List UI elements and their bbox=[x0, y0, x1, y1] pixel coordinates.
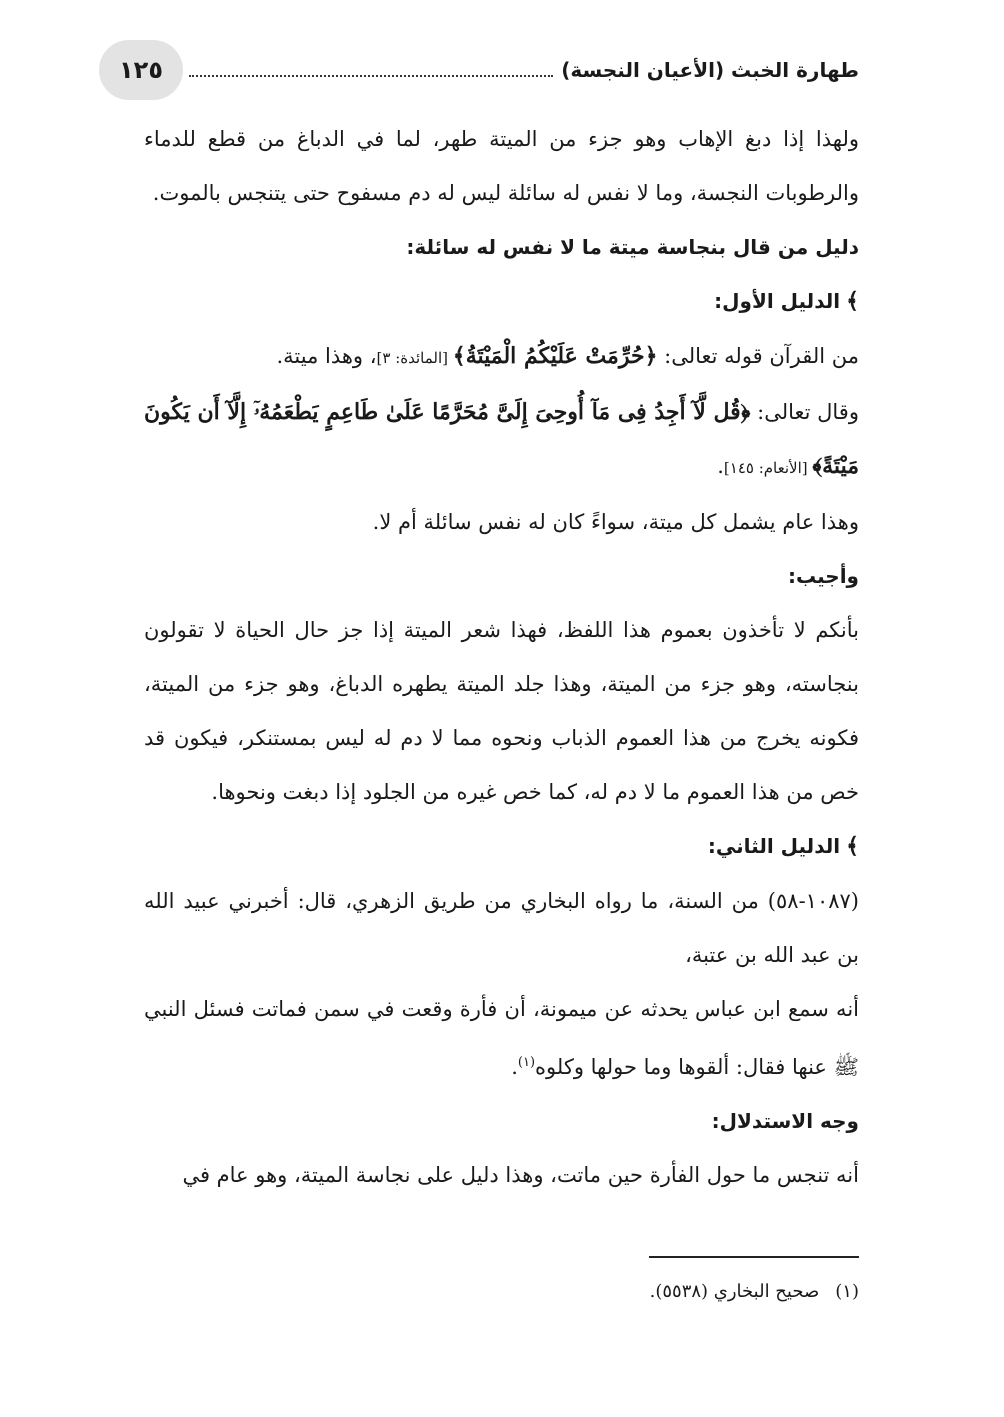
paragraph-response: بأنكم لا تأخذون بعموم هذا اللفظ، فهذا شعر الميتة إذا جز حال الحياة لا تقولون بنجاسته، وهو جزء من الميتة، وهذا جلد الميتة يطهره الدباغ، وهو جزء من الميتة، فكونه يخرج من هذا العموم الذباب ونحوه مما لا دم له ليس بمستنكر، فيكون قد خص من هذا العموم ما لا دم له، كما خص غيره من الجلود إذا دبغت ونحوها. bbox=[144, 618, 859, 804]
page-number: ١٢٥ bbox=[99, 40, 183, 100]
quran-verse: ﴿قُل لَّآ أَجِدُ فِى مَآ أُوحِىَ إِلَىَّ مُحَرَّمًا عَلَىٰ طَاعِمٍ يَطْعَمُهُۥٓ إِلَّآ أَن يَكُونَ مَيْتَةً﴾ bbox=[144, 399, 859, 479]
paragraph-quran-2: وقال تعالى: ﴿قُل لَّآ أَجِدُ فِى مَآ أُوحِىَ إِلَىَّ مُحَرَّمًا عَلَىٰ طَاعِمٍ يَطْعَمُهُۥٓ إِلَّآ أَن يَكُونَ مَيْتَةً﴾ [الأنعام: ١٤٥]. bbox=[144, 399, 859, 479]
header-dotted-leader bbox=[189, 75, 553, 77]
running-title: طهارة الخبث (الأعيان النجسة) bbox=[561, 58, 859, 82]
footnote-marker[interactable]: (١) bbox=[517, 1055, 536, 1070]
inference-heading: وجه الاستدلال: bbox=[711, 1109, 859, 1133]
evidence-heading-first: ﴾الدليل الأول: bbox=[144, 274, 859, 329]
leaf-ornament-icon: ﴾ bbox=[846, 289, 859, 314]
paragraph-hadith-chain: (١٠٨٧-٥٨) من السنة، ما رواه البخاري من طريق الزهري، قال: أخبرني عبيد الله بن عبد الله بن عتبة، bbox=[144, 889, 859, 967]
verse-reference: [الأنعام: ١٤٥] bbox=[723, 459, 813, 477]
evidence-heading-second: ﴾الدليل الثاني: bbox=[144, 819, 859, 874]
paragraph-line: والرطوبات النجسة، وما لا نفس له سائلة ليس له دم مسفوح حتى يتنجس بالموت. bbox=[152, 181, 859, 205]
paragraph-quran-1: من القرآن قوله تعالى: ﴿حُرِّمَتْ عَلَيْكُمُ الْمَيْتَةُ﴾ [المائدة: ٣]، وهذا ميتة. bbox=[276, 343, 859, 369]
running-header bbox=[119, 40, 859, 100]
leaf-ornament-icon: ﴾ bbox=[846, 834, 859, 859]
paragraph-hadith-text: أنه سمع ابن عباس يحدثه عن ميمونة، أن فأرة وقعت في سمن فماتت فسئل النبي ﷺ عنها فقال: ألقوها وما حولها وكلوه$^{(١)}$. bbox=[144, 997, 859, 1079]
section-heading: دليل من قال بنجاسة ميتة ما لا نفس له سائلة: bbox=[406, 235, 859, 259]
paragraph-line: ولهذا إذا دبغ الإهاب وهو جزء من الميتة طهر، لما في الدباغ من قطع للدماء bbox=[144, 127, 859, 151]
paragraph-general: وهذا عام يشمل كل ميتة، سواءً كان له نفس سائلة أم لا. bbox=[372, 510, 859, 534]
footnote-text: صحيح البخاري (٥٥٣٨). bbox=[649, 1281, 820, 1302]
verse-reference: [المائدة: ٣] bbox=[376, 349, 453, 367]
footnote-number: (١) bbox=[835, 1281, 859, 1302]
footnote-1 bbox=[650, 1278, 859, 1306]
footnote-separator bbox=[649, 1256, 859, 1258]
paragraph-inference: أنه تنجس ما حول الفأرة حين ماتت، وهذا دليل على نجاسة الميتة، وهو عام في bbox=[182, 1163, 859, 1187]
response-heading: وأجيب: bbox=[787, 564, 859, 588]
quran-verse: ﴿حُرِّمَتْ عَلَيْكُمُ الْمَيْتَةُ﴾ bbox=[452, 343, 658, 369]
main-text bbox=[144, 112, 859, 1202]
paragraph-dabgh bbox=[144, 112, 859, 220]
